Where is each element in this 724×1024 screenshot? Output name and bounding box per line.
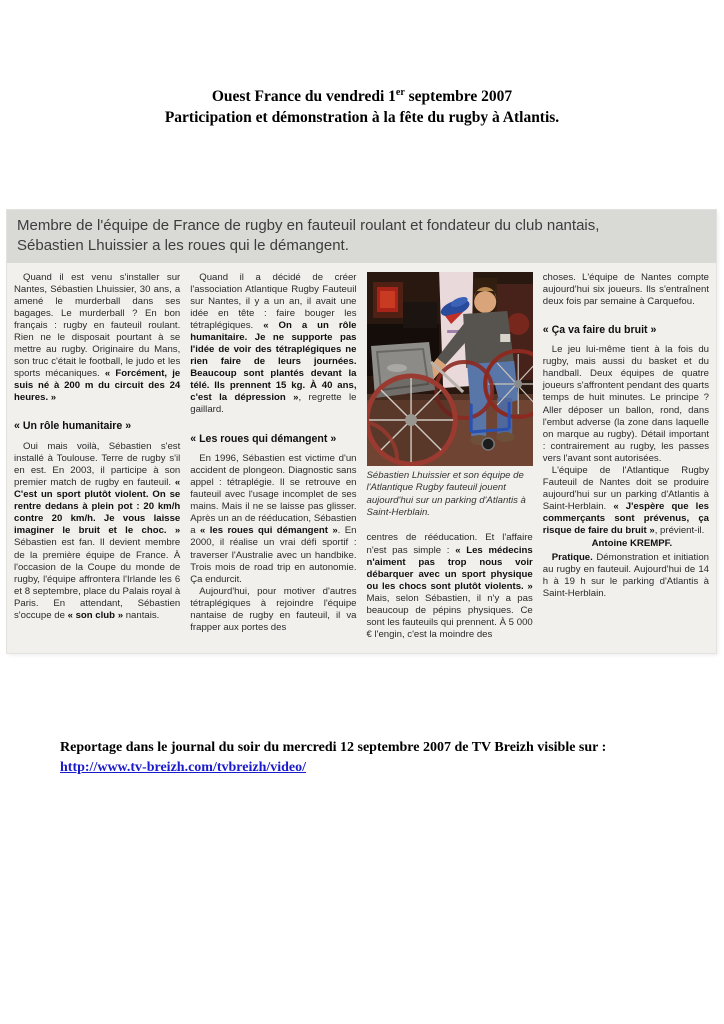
paragraph: Quand il est venu s'installer sur Nantes, Sébastien Lhuissier, 30 ans, a amené le murderball dans ses bagages. Le murderball ? En bon français : rugby en fauteuil roulant. Rien ne le disposait pourtant à se mettre au rugby. Originaire du Mans, son truc c'était le football, le judo et les sports mécaniques. « Forcément, je suis né à 200 m du circuit des 24 heures. » [14,271,181,404]
article-headline [7,210,716,263]
paragraph: Aujourd'hui, pour motiver d'autres tétraplégiques à rejoindre l'équipe nantaise de rugby en fauteuil, il va frapper aux portes des [190,585,357,633]
article-column-1 [14,272,180,642]
document-title [0,86,724,129]
document-title-line1: Ouest France du vendredi 1er septembre 2007 [211,87,513,106]
paragraph: L'équipe de l'Atlantique Rugby Fauteuil de Nantes doit se produire aujourd'hui sur un parking d'Atlantis à Saint-Herblain. « J'espère que les commerçants sont prévenus, ça risque de faire du bruit », prévient-il. [542,464,710,537]
article-column-2 [190,272,356,642]
footer-note [60,738,680,777]
document-title-line2: Participation et démonstration à la fête du rugby à Atlantis. [164,109,560,127]
paragraph: choses. L'équipe de Nantes compte aujourd'hui six joueurs. Ils s'entraînent deux fois par semaine à Carquefou. [542,271,709,307]
article-columns [7,263,716,654]
article-column-3 [367,272,533,642]
red-lamp-icon [373,282,403,318]
article-headline-line1: Membre de l'équipe de France de rugby en fauteuil roulant et fondateur du club nantais, [17,217,600,234]
newspaper-clipping [7,210,716,653]
paragraph: Pratique. Démonstration et initiation au rugby en fauteuil. Aujourd'hui de 14 h à 19 h sur le parking d'Atlantis à Saint-Herblain. [542,551,709,599]
article-photo [367,272,533,466]
subhead-role-humanitaire: « Un rôle humanitaire » [14,420,132,433]
author-byline: Antoine KREMPF. [591,538,673,550]
paragraph: Oui mais voilà, Sébastien s'est installé à Toulouse. Terre de rugby s'il en est. En 2003, il participe à son premier match de rugby en fauteuil. « C'est un sport plutôt violent. On se rentre dedans à plein pot : 20 km/h contre 20 km/h. Je vous laisse imaginer le bruit et le choc. » Sébastien est fan. Il devient membre de la première équipe de France. À l'occasion de la Coupe du monde de rugby, l'équipe affrontera l'Irlande les 6 et 8 septembre, place du Palais royal à Paris. En attendant, Sébastien s'occupe de « son club » nantais. [14,440,181,621]
paragraph: En 1996, Sébastien est victime d'un accident de plongeon. Diagnostic sans appel : tétraplégie. Il se retrouve en fauteuil avec l'usage incomplet de ses mains. Mais il ne se laisse pas glisser. Après un an de rééducation, Sébastien a « les roues qui démangent ». En 2000, il réalise un vrai défi sportif : traverser l'Australie avec un handbike. Trois mois de road trip en autonomie. Ça endurcit. [190,452,357,585]
paragraph: centres de rééducation. Et l'affaire n'est pas simple : « Les médecins n'aiment pas trop nous voir débarquer avec un sport physique ou les chocs sont plutôt violents. » Mais, selon Sébastien, il n'y a pas beaucoup de pépins physiques. Ce sont les fauteuils qui prennent. À 5 000 € l'engin, c'est la moindre des [366,532,533,641]
photo-caption: Sébastien Lhuissier et son équipe de l'Atlantique Rugby fauteuil jouent aujourd'hui sur un parking d'Atlantis à Saint-Herblain. [366,469,526,518]
article-column-4 [543,272,709,642]
paragraph: Quand il a décidé de créer l'association Atlantique Rugby Fauteuil sur Nantes, il y a un an, il avait une idée en tête : faire bouger les tétraplégiques. « On a un rôle humanitaire. Je ne supporte pas l'idée de voir des tétraplégiques ne rien faire de leurs journées. Beaucoup sont plantés devant la télé. Ils prennent 15 kg. À 40 ans, c'est la dépression », regrette le gaillard. [190,271,357,416]
tv-breizh-link[interactable]: http://www.tv-breizh.com/tvbreizh/video/ [60,759,307,775]
paragraph: Le jeu lui-même tient à la fois du rugby, mais aussi du basket et du handball. Deux équipes de quatre joueurs s'affrontent pendant des quarts temps de huit minutes. Le principe ? Aller déposer un ballon, rond, dans l'embut adverse (la zone dans laquelle on marque au rugby). Détail important : contrairement au rugby, les passes vers l'avant sont autorisées. [542,344,709,464]
subhead-roues-demangent: « Les roues qui démangent » [190,432,337,445]
footer-text: Reportage dans le journal du soir du mercredi 12 septembre 2007 de TV Breizh visible sur : [60,740,607,755]
subhead-faire-du-bruit: « Ça va faire du bruit » [542,323,657,336]
article-headline-line2: Sébastien Lhuissier a les roues qui le démangent. [17,236,349,254]
article-photo-illustration [367,272,533,466]
